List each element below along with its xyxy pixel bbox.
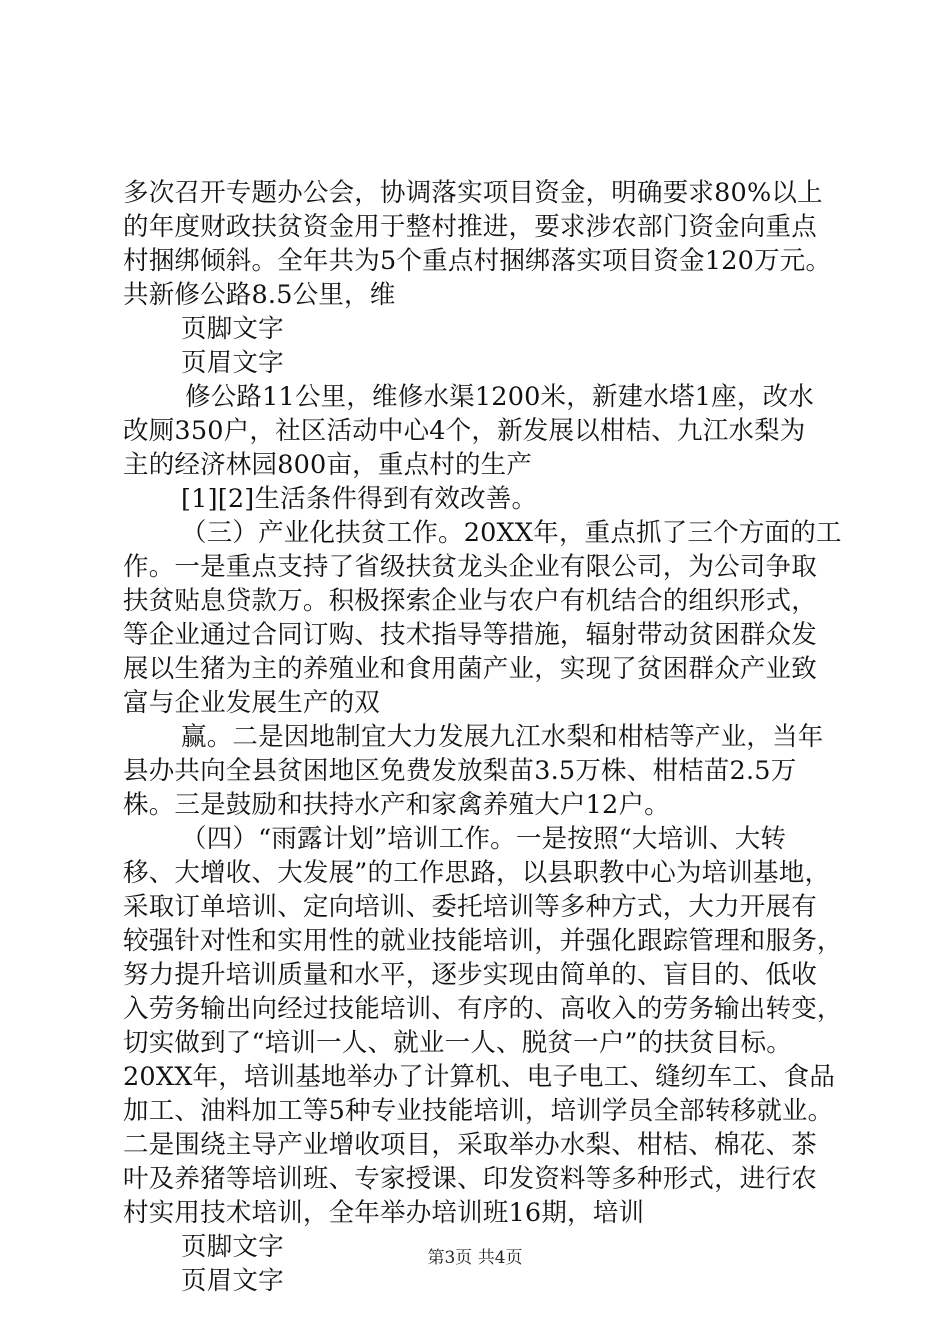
text-line: 叶及养猪等培训班、专家授课、印发资料等多种形式，进行农 xyxy=(123,1164,817,1194)
text-line: 作。一是重点支持了省级扶贫龙头企业有限公司，为公司争取 xyxy=(123,552,817,582)
text-line: 县办共向全县贫困地区免费发放梨苗3.5万株、柑桔苗2.5万 xyxy=(123,756,797,786)
text-line: [1][2]生活条件得到有效改善。 xyxy=(181,484,538,514)
text-line: 加工、油料加工等5种专业技能培训，培训学员全部转移就业。 xyxy=(123,1096,834,1126)
footer-placeholder: 页脚文字 xyxy=(181,314,284,344)
text-line: 富与企业发展生产的双 xyxy=(123,688,381,718)
text-line: 等企业通过合同订购、技术指导等措施，辐射带动贫困群众发 xyxy=(123,620,817,650)
text-line: 扶贫贴息贷款万。积极探索企业与农户有机结合的组织形式， xyxy=(123,586,817,616)
text-line: 切实做到了“培训一人、就业一人、脱贫一户”的扶贫目标。 xyxy=(123,1028,792,1058)
text-line: 入劳务输出向经过技能培训、有序的、高收入的劳务输出转变， xyxy=(123,994,843,1024)
text-line: 较强针对性和实用性的就业技能培训，并强化跟踪管理和服务， xyxy=(123,926,843,956)
document-body xyxy=(123,176,863,1298)
text-line: 二是围绕主导产业增收项目，采取举办水梨、柑桔、棉花、茶 xyxy=(123,1130,817,1160)
page-number-footer: 第3页 共4页 xyxy=(427,1248,523,1268)
text-line: 修公路11公里，维修水渠1200米，新建水塔1座，改水 xyxy=(185,382,814,412)
text-line: 努力提升培训质量和水平，逐步实现由简单的、盲目的、低收 xyxy=(123,960,817,990)
text-line: 采取订单培训、定向培训、委托培训等多种方式，大力开展有 xyxy=(123,892,817,922)
footer-placeholder: 页脚文字 xyxy=(181,1232,284,1262)
header-placeholder: 页眉文字 xyxy=(181,348,284,378)
text-line: 移、大增收、大发展”的工作思路，以县职教中心为培训基地， xyxy=(123,858,831,888)
header-placeholder: 页眉文字 xyxy=(181,1266,284,1296)
text-line: 改厕350户，社区活动中心4个，新发展以柑桔、九江水梨为 xyxy=(123,416,806,446)
text-line: 村实用技术培训，全年举办培训班16期，培训 xyxy=(123,1198,645,1228)
text-line: 多次召开专题办公会，协调落实项目资金，明确要求80%以上 xyxy=(123,178,823,208)
text-line: 赢。二是因地制宜大力发展九江水梨和柑桔等产业，当年 xyxy=(181,722,824,752)
text-line: 展以生猪为主的养殖业和食用菌产业，实现了贫困群众产业致 xyxy=(123,654,817,684)
text-line: 20XX年，培训基地举办了计算机、电子电工、缝纫车工、食品 xyxy=(123,1062,836,1092)
text-line: 共新修公路8.5公里，维 xyxy=(123,280,396,310)
text-line: 村捆绑倾斜。全年共为5个重点村捆绑落实项目资金120万元。 xyxy=(123,246,832,276)
section-heading-line: （四）“雨露计划”培训工作。一是按照“大培训、大转 xyxy=(181,824,787,854)
text-line: 主的经济林园800亩，重点村的生产 xyxy=(123,450,533,480)
section-heading-line: （三）产业化扶贫工作。20XX年，重点抓了三个方面的工 xyxy=(181,518,842,548)
text-line: 株。三是鼓励和扶持水产和家禽养殖大户12户。 xyxy=(123,790,670,820)
text-line: 的年度财政扶贫资金用于整村推进，要求涉农部门资金向重点 xyxy=(123,212,817,242)
